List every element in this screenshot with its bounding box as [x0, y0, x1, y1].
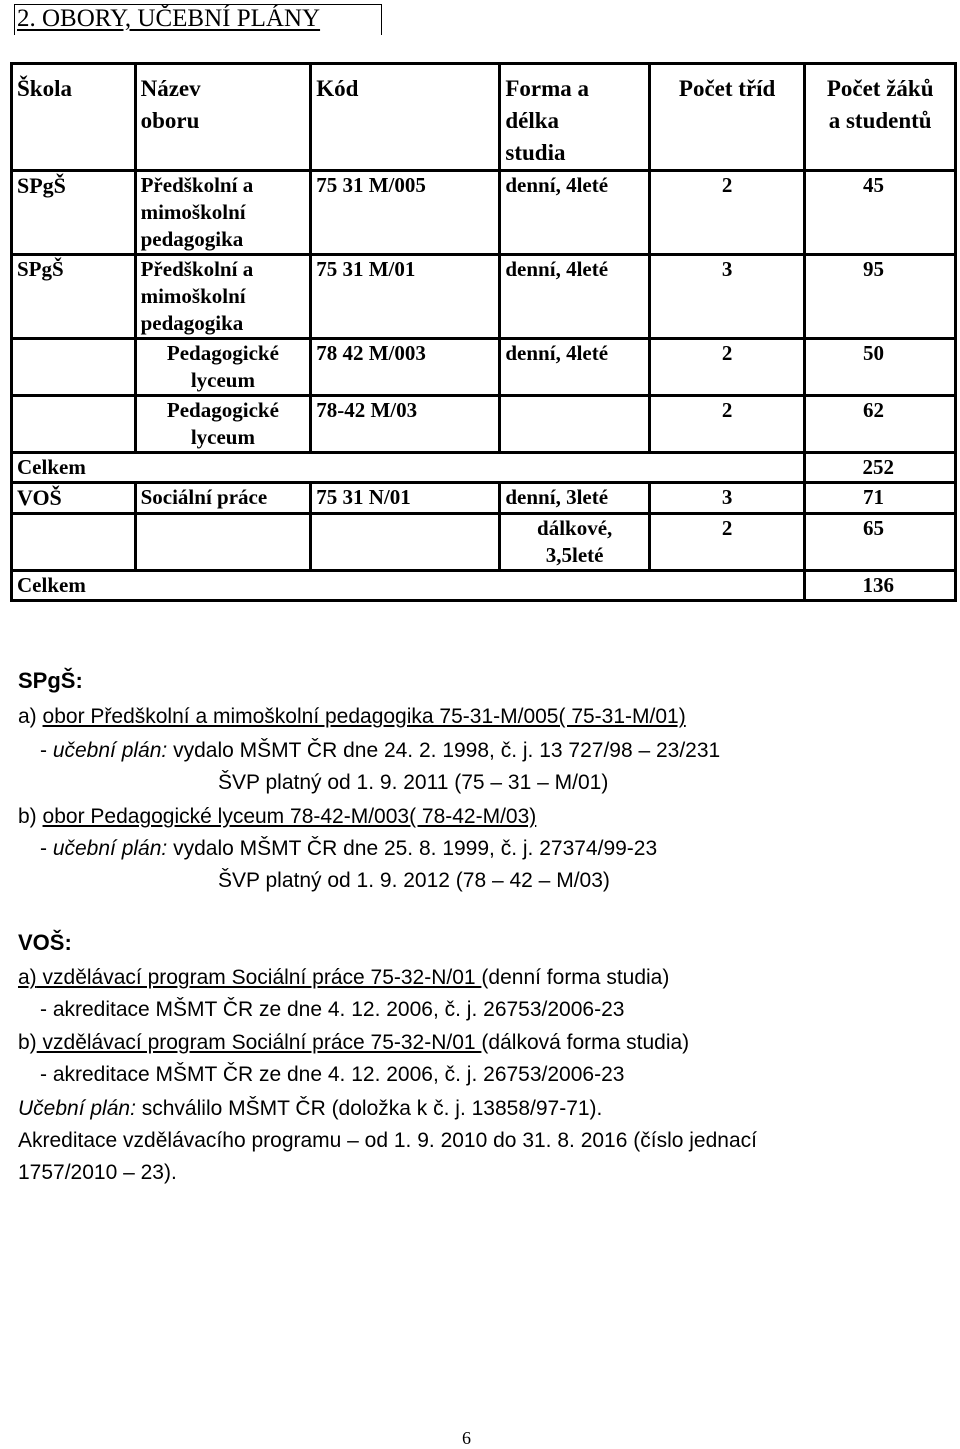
cell-kod-text: 75 31 N/01 — [316, 485, 411, 509]
cell-skola — [12, 514, 136, 571]
spgs-a-plan — [40, 737, 720, 765]
cell-forma-text: denní, 4leté — [505, 257, 609, 281]
vos-b-prefix: b) — [18, 1031, 37, 1054]
header-forma-line: studia — [505, 140, 566, 165]
cell-kod — [311, 483, 500, 514]
cell-kod — [311, 396, 500, 453]
cell-zaci — [805, 255, 956, 339]
cell-forma — [500, 339, 650, 396]
spgs-b-plan-label: učební plán: — [52, 837, 168, 860]
cell-obor-line: pedagogika — [140, 227, 244, 251]
cell-obor-line: lyceum — [190, 368, 255, 392]
cell-obor — [135, 339, 311, 396]
cell-forma — [500, 483, 650, 514]
table-row — [12, 255, 956, 339]
cell-kod-text: 78-42 M/03 — [316, 398, 418, 422]
cell-obor-line: Předškolní a — [140, 257, 254, 281]
cell-skola-text: SPgŠ — [17, 257, 64, 281]
header-forma — [500, 64, 650, 171]
section-heading — [14, 4, 382, 35]
vos-a-prefix: a) — [18, 966, 37, 989]
cell-skola-text: SPgŠ — [17, 173, 66, 198]
vos-item-b — [18, 1029, 689, 1057]
header-pocet-zaku-line: a studentů — [828, 108, 932, 133]
spgs-b-svp: ŠVP platný od 1. 9. 2012 (78 – 42 – M/03) — [218, 869, 610, 892]
total-row — [12, 453, 956, 483]
header-pocet-trid-text: Počet tříd — [678, 76, 776, 101]
table-row — [12, 339, 956, 396]
study-programs-table — [10, 62, 957, 602]
spgs-item-b — [18, 803, 536, 831]
spgs-b-text: obor Pedagogické lyceum 78-42-M/003( 78-42-M/03) — [42, 805, 537, 828]
cell-zaci — [805, 396, 956, 453]
cell-forma-line: dálkové, — [537, 516, 613, 540]
vos-a-akreditace: - akreditace MŠMT ČR ze dne 4. 12. 2006, č. j. 26753/2006-23 — [40, 998, 625, 1021]
vos-akreditace-line2: 1757/2010 – 23). — [18, 1161, 177, 1184]
vos-b-akreditace: - akreditace MŠMT ČR ze dne 4. 12. 2006, č. j. 26753/2006-23 — [40, 1063, 625, 1086]
spgs-b-plan-text: vydalo MŠMT ČR dne 25. 8. 1999, č. j. 27374/99-23 — [167, 837, 658, 860]
cell-kod — [311, 514, 500, 571]
page-number: 6 — [462, 1428, 471, 1448]
cell-obor-line: Pedagogické — [166, 341, 279, 365]
cell-tridy — [649, 396, 804, 453]
cell-zaci-text: 95 — [863, 257, 884, 281]
cell-zaci-text: 71 — [863, 485, 884, 509]
cell-kod — [311, 339, 500, 396]
cell-tridy-text: 2 — [721, 516, 733, 540]
cell-forma — [500, 255, 650, 339]
cell-forma — [500, 396, 650, 453]
total-label: Celkem — [17, 455, 86, 479]
vos-plan — [18, 1095, 602, 1123]
total-row — [12, 571, 956, 601]
cell-tridy — [649, 339, 804, 396]
header-forma-line: délka — [505, 108, 560, 133]
section-heading-text: 2. OBORY, UČEBNÍ PLÁNY — [17, 5, 321, 32]
total-label: Celkem — [17, 573, 86, 597]
cell-obor-line: mimoškolní — [140, 284, 246, 308]
vos-b-text: vzdělávací program Sociální práce 75-32-N/01 — [36, 1031, 482, 1054]
cell-obor-line: mimoškolní — [140, 200, 246, 224]
cell-zaci — [805, 483, 956, 514]
cell-obor — [135, 396, 311, 453]
cell-skola — [12, 255, 136, 339]
cell-zaci — [805, 171, 956, 255]
header-skola-text: Škola — [17, 76, 72, 101]
vos-a-suffix: (denní forma studia) — [481, 966, 670, 989]
cell-obor-line: Předškolní a — [140, 173, 254, 197]
cell-obor-line: Pedagogické — [166, 398, 279, 422]
cell-zaci-text: 62 — [863, 398, 884, 422]
cell-obor-line: Sociální práce — [140, 485, 268, 509]
spgs-a-svp: ŠVP platný od 1. 9. 2011 (75 – 31 – M/01) — [218, 771, 609, 794]
cell-zaci-text: 65 — [863, 516, 884, 540]
cell-obor — [135, 171, 311, 255]
header-row — [12, 64, 956, 171]
cell-obor — [135, 514, 311, 571]
cell-tridy — [649, 483, 804, 514]
spgs-item-a — [18, 703, 686, 731]
vos-a-text: vzdělávací program Sociální práce 75-32-N/01 — [36, 966, 482, 989]
table-row — [12, 483, 956, 514]
cell-obor — [135, 255, 311, 339]
cell-tridy — [649, 255, 804, 339]
header-kod — [311, 64, 500, 171]
table-row — [12, 396, 956, 453]
cell-tridy-text: 2 — [721, 398, 733, 422]
cell-kod — [311, 255, 500, 339]
spgs-a-prefix: a) — [18, 705, 37, 728]
header-forma-line: Forma a — [505, 76, 590, 101]
cell-tridy-text: 2 — [721, 341, 733, 365]
vos-plan-label: Učební plán: — [18, 1097, 136, 1120]
vos-b-suffix: (dálková forma studia) — [481, 1031, 690, 1054]
cell-forma — [500, 514, 650, 571]
total-value: 136 — [862, 573, 894, 597]
header-pocet-zaku-line: Počet žáků — [826, 76, 934, 101]
cell-tridy — [649, 171, 804, 255]
cell-tridy-text: 3 — [721, 485, 733, 509]
total-label-cell — [12, 571, 805, 601]
cell-tridy-text: 2 — [721, 173, 733, 197]
header-skola — [12, 64, 136, 171]
cell-skola — [12, 171, 136, 255]
spgs-b-plan — [40, 835, 657, 863]
cell-zaci — [805, 339, 956, 396]
vos-item-a — [18, 964, 669, 992]
header-nazev-line: oboru — [140, 108, 200, 133]
cell-kod-text: 78 42 M/003 — [316, 341, 426, 365]
cell-forma-text: denní, 4leté — [505, 173, 609, 197]
cell-obor — [135, 483, 311, 514]
spgs-a-text: obor Předškolní a mimoškolní pedagogika 75-31-M/005( 75-31-M/01) — [42, 705, 686, 728]
header-pocet-trid — [649, 64, 804, 171]
cell-zaci-text: 45 — [863, 173, 884, 197]
total-label-cell — [12, 453, 805, 483]
cell-forma-text: denní, 3leté — [505, 485, 609, 509]
header-kod-text: Kód — [316, 76, 359, 101]
total-value: 252 — [862, 455, 894, 479]
cell-zaci — [805, 514, 956, 571]
spgs-title: SPgŠ: — [18, 668, 83, 693]
cell-tridy — [649, 514, 804, 571]
total-value-cell — [805, 453, 956, 483]
cell-kod — [311, 171, 500, 255]
cell-tridy-text: 3 — [721, 257, 733, 281]
cell-forma-text: denní, 4leté — [505, 341, 609, 365]
table-row — [12, 514, 956, 571]
cell-obor-line: lyceum — [190, 425, 255, 449]
spgs-a-plan-label: učební plán: — [52, 739, 168, 762]
cell-skola-text: VOŠ — [17, 485, 62, 510]
cell-forma — [500, 171, 650, 255]
cell-forma-line: 3,5leté — [545, 543, 604, 567]
spgs-b-prefix: b) — [18, 805, 37, 828]
table-row — [12, 171, 956, 255]
spgs-a-plan-prefix: - — [40, 739, 53, 762]
vos-title: VOŠ: — [18, 930, 72, 955]
vos-plan-text: schválilo MŠMT ČR (doložka k č. j. 13858/97-71). — [135, 1097, 603, 1120]
cell-skola — [12, 483, 136, 514]
cell-zaci-text: 50 — [863, 341, 884, 365]
header-nazev — [135, 64, 311, 171]
cell-obor-line: pedagogika — [140, 311, 244, 335]
total-value-cell — [805, 571, 956, 601]
header-pocet-zaku — [805, 64, 956, 171]
cell-skola — [12, 339, 136, 396]
cell-kod-text: 75 31 M/01 — [316, 257, 416, 281]
cell-skola — [12, 396, 136, 453]
table-body — [12, 64, 956, 601]
spgs-a-plan-text: vydalo MŠMT ČR dne 24. 2. 1998, č. j. 13 727/98 – 23/231 — [167, 739, 721, 762]
cell-kod-text: 75 31 M/005 — [316, 173, 426, 197]
header-nazev-line: Název — [140, 76, 201, 101]
spgs-b-plan-prefix: - — [40, 837, 53, 860]
vos-akreditace-line1: Akreditace vzdělávacího programu – od 1. 9. 2010 do 31. 8. 2016 (číslo jednací — [18, 1129, 757, 1152]
